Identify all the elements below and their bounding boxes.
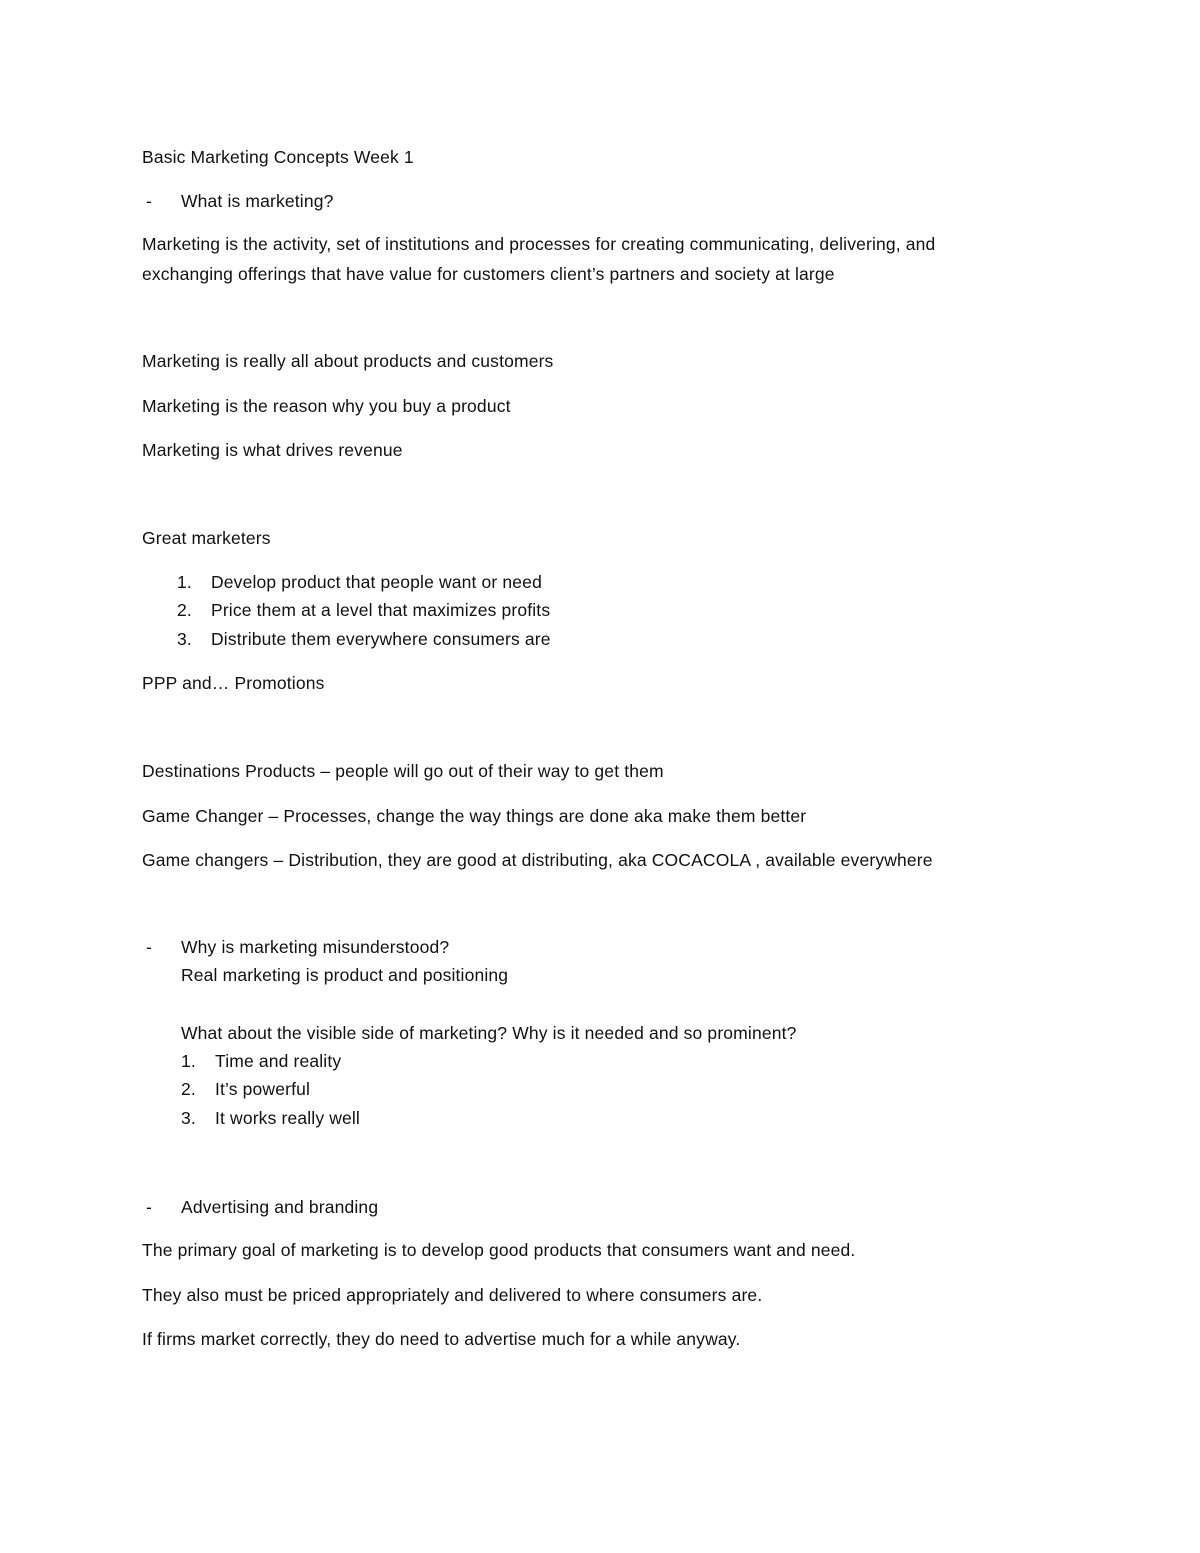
list-item: Develop product that people want or need [211,572,542,592]
section-heading-what-is-marketing: What is marketing? [181,191,334,211]
list-item: It’s powerful [215,1079,311,1099]
statement-line: Marketing is really all about products and customers [142,351,554,371]
statement-line: Marketing is the reason why you buy a product [142,396,511,416]
list-item: Price them at a level that maximizes profits [211,600,551,620]
definition-line: Marketing is the activity, set of institutions and processes for creating communicating, delivering, and [142,234,936,254]
bullet-dash: - [146,937,152,957]
section-question: What about the visible side of marketing? Why is it needed and so prominent? [181,1023,797,1043]
great-marketers-heading: Great marketers [142,528,271,548]
game-changer-line: Game Changer – Processes, change the way things are done aka make them better [142,806,807,826]
section-subline: Real marketing is product and positioning [181,965,509,985]
list-number: 1. [181,1051,196,1071]
list-number: 1. [177,572,192,592]
game-changer-line: Game changers – Distribution, they are good at distributing, aka COCACOLA , available everywhere [142,850,933,870]
ppp-line: PPP and… Promotions [142,673,325,693]
list-number: 2. [181,1079,196,1099]
game-changer-line: Destinations Products – people will go out of their way to get them [142,761,664,781]
list-item: Time and reality [215,1051,342,1071]
document-title: Basic Marketing Concepts Week 1 [142,147,414,167]
section-heading-advertising: Advertising and branding [181,1197,379,1217]
definition-line: exchanging offerings that have value for customers client’s partners and society at large [142,264,835,284]
list-item: It works really well [215,1108,360,1128]
body-line: The primary goal of marketing is to develop good products that consumers want and need. [142,1240,856,1260]
list-number: 2. [177,600,192,620]
bullet-dash: - [146,1197,152,1217]
bullet-dash: - [146,191,152,211]
statement-line: Marketing is what drives revenue [142,440,403,460]
body-line: They also must be priced appropriately and delivered to where consumers are. [142,1285,763,1305]
body-line: If firms market correctly, they do need to advertise much for a while anyway. [142,1329,741,1349]
section-heading-misunderstood: Why is marketing misunderstood? [181,937,450,957]
list-number: 3. [177,629,192,649]
list-item: Distribute them everywhere consumers are [211,629,551,649]
list-number: 3. [181,1108,196,1128]
